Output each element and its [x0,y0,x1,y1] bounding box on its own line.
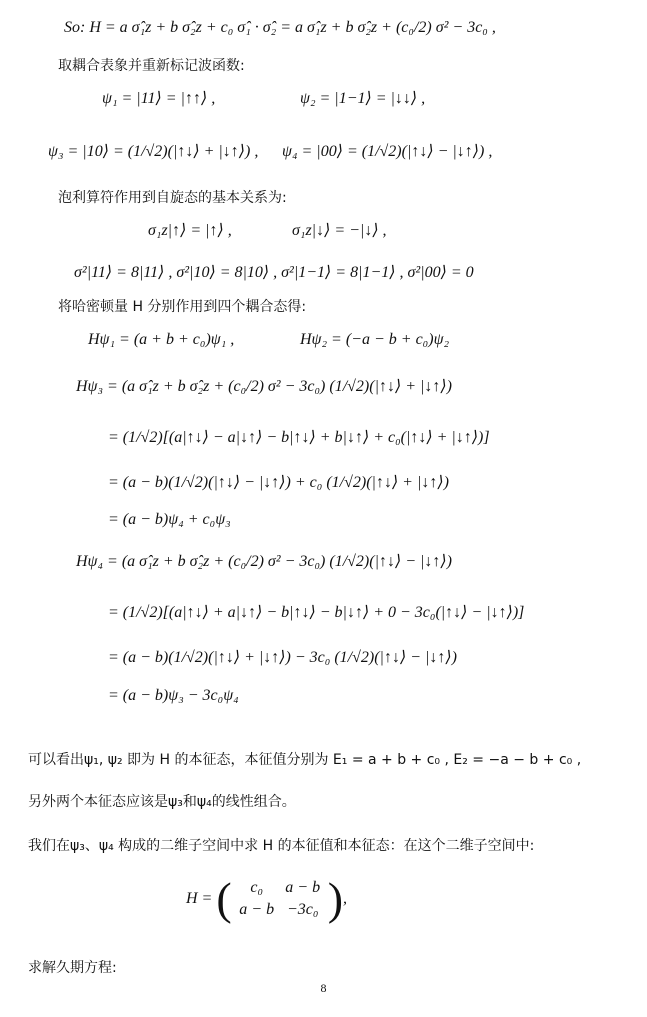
matrix-left-paren: ( [216,873,232,924]
h-psi4-line2: = (1/√2)[(a|↑↓⟩ + a|↓↑⟩ − b|↑↓⟩ − b|↓↑⟩ + 0 − 3c₀(|↑↓⟩ − |↓↑⟩)] [108,604,525,621]
h-psi4-line1: Hψ₄ = (a σ̂₁z + b σ̂₂z + (c₀/2) σ² − 3c₀) (1/√2)(|↑↓⟩ − |↓↑⟩) [76,553,452,570]
linear-combination-note: 另外两个本征态应该是ψ₃和ψ₄的线性组合。 [28,794,296,810]
state-psi4: ψ₄ = |00⟩ = (1/√2)(|↑↓⟩ − |↓↑⟩) , [282,143,493,160]
state-psi3: ψ₃ = |10⟩ = (1/√2)(|↑↓⟩ + |↓↑⟩) , [48,143,259,160]
sigma-squared-relations: σ²|11⟩ = 8|11⟩ , σ²|10⟩ = 8|10⟩ , σ²|1−1⟩ = 8|1−1⟩ , σ²|00⟩ = 0 [74,264,474,281]
eigenstate-observation: 可以看出ψ₁, ψ₂ 即为 H 的本征态，本征值分别为 E₁ = a + b + c₀ , E₂ = −a − b + c₀ , [28,752,582,768]
matrix-trailing-comma: , [343,890,348,907]
h-psi4-line3: = (a − b)(1/√2)(|↑↓⟩ + |↓↑⟩) − 3c₀ (1/√2)(|↑↓⟩ − |↓↑⟩) [108,649,457,666]
subspace-intro: 我们在ψ₃、ψ₄ 构成的二维子空间中求 H 的本征值和本征态：在这个二维子空间中: [28,838,535,854]
matrix-cell-12: a − b [285,879,321,896]
hamiltonian-equation: So: H = a σ̂₁z + b σ̂₂z + c₀ σ̂₁ · σ̂₂ = a σ̂₁z + b σ̂₂z + (c₀/2) σ² − 3c₀ , [64,19,496,36]
h-psi3-line2: = (1/√2)[(a|↑↓⟩ − a|↓↑⟩ − b|↑↓⟩ + b|↓↑⟩ + c₀(|↑↓⟩ + |↓↑⟩)] [108,429,490,446]
matrix-right-paren: ) [327,873,344,924]
pauli-up-relation: σ₁z|↑⟩ = |↑⟩ , [148,222,232,239]
h-psi2: Hψ₂ = (−a − b + c₀)ψ₂ [300,331,450,348]
coupled-representation-intro: 取耦合表象并重新标记波函数: [58,58,245,74]
h-psi3-line1: Hψ₃ = (a σ̂₁z + b σ̂₂z + (c₀/2) σ² − 3c₀) (1/√2)(|↑↓⟩ + |↓↑⟩) [76,378,452,395]
h-psi4-line4: = (a − b)ψ₃ − 3c₀ψ₄ [108,687,239,704]
h-psi1: Hψ₁ = (a + b + c₀)ψ₁ , [88,331,235,348]
apply-hamiltonian-intro: 将哈密顿量 H 分别作用到四个耦合态得: [58,299,307,315]
matrix-cell-22: −3c₀ [286,901,319,918]
h-psi3-line4: = (a − b)ψ₄ + c₀ψ₃ [108,511,231,528]
secular-equation-intro: 求解久期方程: [28,960,117,976]
h-psi3-line3: = (a − b)(1/√2)(|↑↓⟩ − |↓↑⟩) + c₀ (1/√2)(|↑↓⟩ + |↓↑⟩) [108,474,449,491]
matrix-grid [234,879,326,919]
page-number: 8 [320,981,327,995]
state-psi1: ψ₁ = |11⟩ = |↑↑⟩ , [102,90,216,107]
hamiltonian-matrix [186,872,347,926]
pauli-relations-intro: 泡利算符作用到自旋态的基本关系为: [58,190,287,206]
state-psi2: ψ₂ = |1−1⟩ = |↓↓⟩ , [300,90,426,107]
matrix-cell-11: c₀ [250,879,264,896]
matrix-cell-21: a − b [239,901,275,918]
pauli-down-relation: σ₁z|↓⟩ = −|↓⟩ , [292,222,387,239]
matrix-lhs: H = [186,890,213,907]
